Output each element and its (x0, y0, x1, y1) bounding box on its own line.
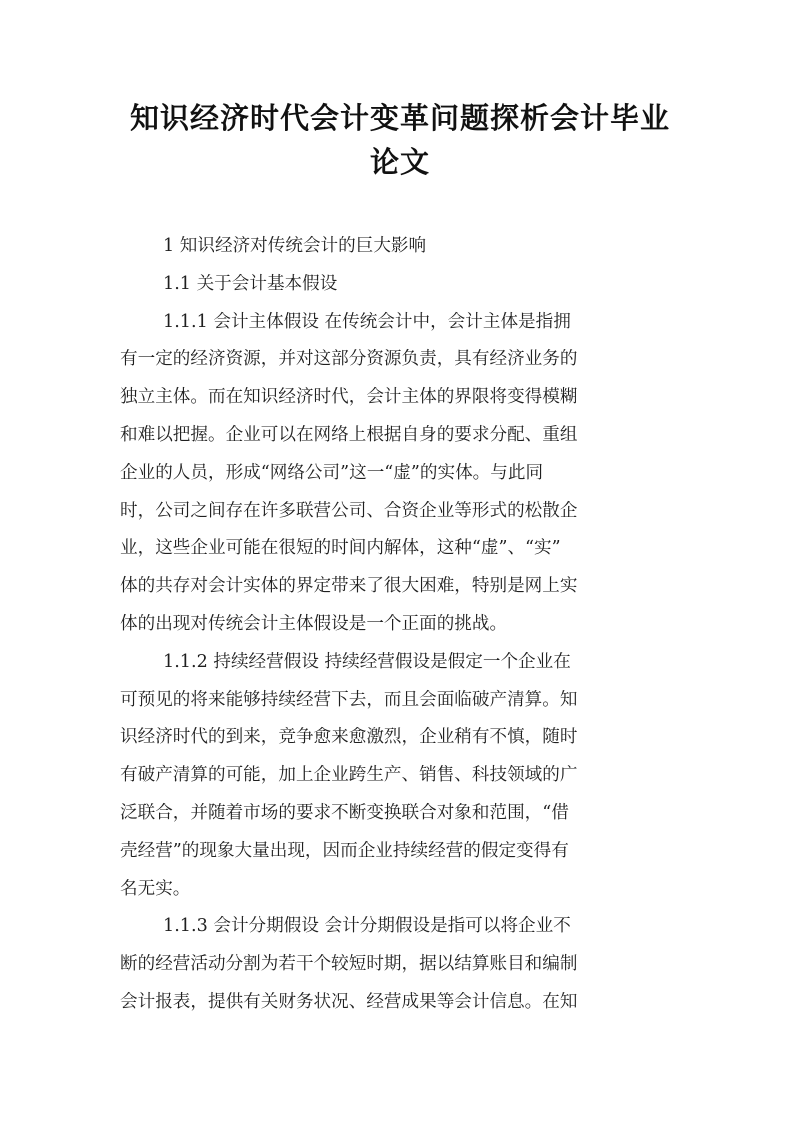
paragraph-line: 业，这些企业可能在很短的时间内解体，这种“虚”、“实” (120, 538, 561, 559)
paragraph-line: 和难以把握。企业可以在网络上根据自身的要求分配、重组 (120, 424, 578, 445)
paragraph-line: 有破产清算的可能，加上企业跨生产、销售、科技领域的广 (120, 765, 578, 786)
paragraph-first-line: 1.1.3 会计分期假设 会计分期假设是指可以将企业不 (163, 916, 571, 937)
paragraph-first-line: 1.1.2 持续经营假设 持续经营假设是假定一个企业在 (163, 651, 571, 672)
paragraph-line: 体的出现对传统会计主体假设是一个正面的挑战。 (120, 613, 508, 634)
title-line-2: 论文 (369, 145, 430, 179)
paragraph-line: 识经济时代的到来，竞争愈来愈激烈，企业稍有不慎，随时 (120, 727, 578, 748)
paragraph-first-line: 1.1.1 会计主体假设 在传统会计中，会计主体是指拥 (163, 311, 571, 332)
paragraph-first-line: 1.1 关于会计基本假设 (163, 273, 338, 294)
paragraph-line: 独立主体。而在知识经济时代，会计主体的界限将变得模糊 (120, 387, 578, 408)
paragraph-line: 泛联合，并随着市场的要求不断变换联合对象和范围，“借 (120, 802, 569, 823)
paragraph-line: 断的经营活动分割为若干个较短时期，据以结算账目和编制 (120, 954, 578, 975)
title-line-1: 知识经济时代会计变革问题探析会计毕业 (129, 101, 670, 135)
paragraph-line: 会计报表，提供有关财务状况、经营成果等会计信息。在知 (120, 991, 578, 1012)
paragraph-line: 时，公司之间存在许多联营公司、合资企业等形式的松散企 (120, 500, 578, 521)
paragraph-line: 体的共存对会计实体的界定带来了很大困难，特别是网上实 (120, 576, 578, 597)
paragraph-line: 壳经营”的现象大量出现，因而企业持续经营的假定变得有 (120, 840, 569, 861)
paragraph-line: 有一定的经济资源，并对这部分资源负责，具有经济业务的 (120, 349, 578, 370)
paragraph-first-line: 1 知识经济对传统会计的巨大影响 (163, 236, 427, 256)
document-title (110, 96, 690, 184)
paragraph-line: 可预见的将来能够持续经营下去，而且会面临破产清算。知 (120, 689, 578, 710)
paragraph-line: 名无实。 (120, 878, 191, 899)
document-body (120, 228, 690, 1022)
paragraph-line: 企业的人员，形成“网络公司”这一“虚”的实体。与此同 (120, 462, 544, 483)
